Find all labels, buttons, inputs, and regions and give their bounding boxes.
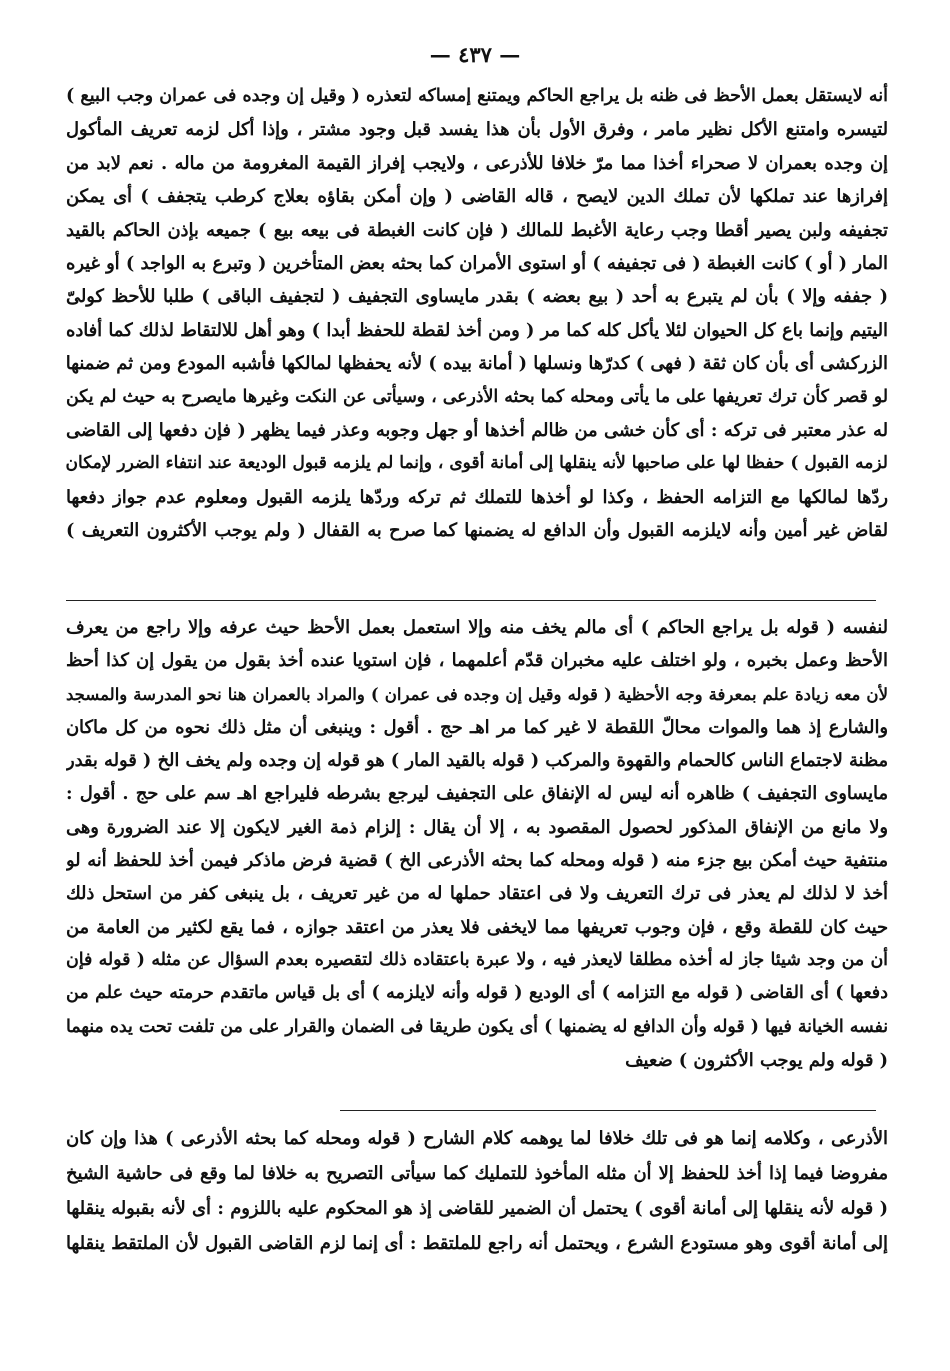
commentary-line: ولا مانع من الإنفاق المذكور لحصول المقصود به ، إلا أن يقال : إلزام ذمة الغير لايكون إلا عند الضرورة وهى — [66, 816, 888, 838]
main-text-line: لزمه القبول ) حفظا لها على صاحبها لأنه ينقلها إلى أمانة أقوى ، وإنما لم يلزمه قبول الوديعة عند انتفاء الضرر لإمكان — [66, 453, 888, 474]
main-text-line: الزركشى أى بأن كان ثقة ( فهى ) كدرّها ونسلها ( أمانة بيده ) لأنه يحفظها لمالكها فأشبه المودع ومن ثم ضمنها — [66, 353, 888, 375]
main-text-line: تجفيفه ولبن يصير أقطا وجب رعاية الأغبط للمالك ( فإن كانت الغبطة فى بيعه بيع ) جميعه بإذن الحاكم بالقيد — [66, 219, 888, 241]
main-text-line: له عذر معتبر فى تركه : أى كأن خشى من ظالم أخذها أو جهل وجوبه وعذر فيما يظهر ( فإن دفعها إلى القاضى — [66, 419, 888, 441]
commentary-text — [66, 611, 888, 1077]
commentary-line: ( قوله ولم يوجب الأكثرون ) ضعيف — [625, 1049, 888, 1071]
main-text-line: ردّها لمالكها مع التزامه الحفظ ، وكذا لو أخذها للتملك ثم تركه وردّها يلزمه القبول ومعلوم عدم جواز دفعها — [66, 486, 888, 508]
page-number: — ٤٣٧ — — [429, 42, 521, 67]
main-text — [66, 80, 888, 547]
section-divider — [66, 600, 876, 601]
main-text-line: إفرازها عند تملكها لأن تملك الدين لايصح ، قاله القاضى ( وإن أمكن بقاؤه بعلاج كرطب يتجفف ) أى يمكن — [66, 186, 888, 208]
commentary-line: الأحظ وعمل بخبره ، ولو اختلف عليه مخبران قدّم أعلمهما ، فإن استويا عنده أخذ بقول من يقول إن كذا أحظ — [66, 650, 888, 672]
commentary-line: لنفسه ( قوله بل يراجع الحاكم ) أى مالم يخف منه وإلا استعمل بعمل الأحظ حيث عرفه وإلا راجع من يعرف — [66, 617, 888, 638]
main-text-line: إن وجده بعمران لا صحراء أخذا مما مرّ خلافا للأذرعى ، ولايجب إفراز القيمة المغرومة من ماله . نعم لابد من — [66, 152, 888, 174]
commentary-line: مايساوى التجفيف ) ظاهره أنه ليس له الإنفاق على التجفيف ليرجع بشرطه فليراجع اهـ سم على حج . أقول : — [66, 783, 888, 805]
main-text-line: لو قصر كأن ترك تعريفها على ما يأتى ومحله كما بحثه الأذرعى ، وسيأتى عن النكت وغيرها مايصرح به حيث لم يكن — [66, 386, 888, 407]
commentary-line: أخذ لا لذلك لم يعذر فى ترك التعريف ولا فى اعتقاد حملها له من غير تعريف ، بل ينبغى كفر من استحل ذلك — [66, 883, 888, 905]
gloss-line: مفروضا فيما إذا أخذ للحفظ إلا أن مثله المأخوذ للتمليك كما سيأتى التصريح به خلافا لما وقع فى حاشية الشيخ — [66, 1163, 888, 1184]
commentary-line: والشارع إذ هما والموات محالّ اللقطة لا غير كما مر اهـ حج . أقول : وينبغى أن مثل ذلك نحوه من كل ماكان — [66, 716, 888, 738]
commentary-line: مظنة لاجتماع الناس كالحمام والقهوة والمركب ( قوله بالقيد المار ) هو قوله إن وجده ولم يخف الخ ( قوله بقدر — [66, 750, 888, 772]
commentary-line: دفعها ) أى القاضى ( قوله مع التزامه ) أى الوديع ( قوله وأنه لايلزمه ) أى بل قياس ماتقدم حرمته حيث علم من — [66, 983, 888, 1004]
gloss-text — [66, 1121, 888, 1261]
main-text-line: لتيسره وامتنع الأكل نظير مامر ، وفرق الأول بأن هذا يفسد قبل وجود مشتر ، وإذا أكل لزمه تعريف المأكول — [66, 119, 888, 141]
main-text-line: اليتيم وإنما باع كل الحيوان لئلا يأكل كله كما مر ( ومن أخذ لقطة للحفظ أبدا ) وهو أهل للالتقاط لذلك كما أفاده — [66, 319, 888, 341]
commentary-line: أن من وجد شيئا جاز له أخذه مطلقا لايعذر فيه ، ولا عبرة باعتقاده ذلك لتقصيره بعدم السؤال عن مثله ( قوله فإن — [66, 949, 888, 970]
gloss-line: إلى أمانة أقوى وهو مستودع الشرع ، ويحتمل أنه راجع للملتقط : أى إنما لزم القاضى القبول لأن الملتقط ينقلها — [66, 1233, 888, 1254]
main-text-line: أنه لايستقل بعمل الأحظ فى ظنه بل يراجع الحاكم ويمتنع إمساكه لتعذره ( وقيل إن وجده فى عمران وجب البيع ) — [66, 86, 888, 106]
commentary-line: منتفية حيث أمكن بيع جزء منه ( قوله ومحله كما بحثه الأذرعى الخ ) قضية فرض ماذكر فيمن أخذ للحفظ أنه لو — [66, 850, 888, 872]
main-text-line: لقاض غير أمين وأنه لايلزمه القبول وأن الدافع له يضمنها كما صرح به القفال ( ولم يوجب الأكثرون التعريف ) — [66, 520, 888, 542]
main-text-line: ( جففه وإلا ) بأن لم يتبرع به أحد ( بيع بعضه ) بقدر مايساوى التجفيف ( لتجفيف الباقى ) طلبا للأحظ كولىّ — [66, 286, 888, 308]
gloss-line: الأذرعى ، وكلامه إنما هو فى تلك خلافا لما يوهمه كلام الشارح ( قوله ومحله كما بحثه الأذرعى ) هذا وإن كان — [66, 1128, 888, 1149]
section-divider — [340, 1110, 876, 1111]
commentary-line: لأن معه زيادة علم بمعرفة وجه الأحظية ( قوله وقيل إن وجده فى عمران ) والمراد بالعمران هنا نحو المدرسة والمسجد — [66, 683, 888, 704]
main-text-line: المار ( أو ) كانت الغبطة ( فى تجفيفه ) أو استوى الأمران كما بحثه بعض المتأخرين ( وتبرع به الواجد ) أو غيره — [66, 252, 888, 274]
gloss-line: ( قوله لأنه ينقلها إلى أمانة أقوى ) يحتمل أن الضمير للقاضى إذ هو المحكوم عليه باللزوم : أى لأنه بقبوله ينقلها — [66, 1198, 888, 1219]
commentary-line: نفسه الخيانة فيها ( قوله وأن الدافع له يضمنها ) أى يكون طريقا فى الضمان والقرار على من تلفت تحت يده منهما — [66, 1016, 888, 1037]
commentary-line: حيث كان للقطة وقع ، فإن وجوب تعريفها مما لايخفى فلا يعذر من اعتقد جوازه ، فما يقع لكثير من العامة من — [66, 916, 888, 938]
